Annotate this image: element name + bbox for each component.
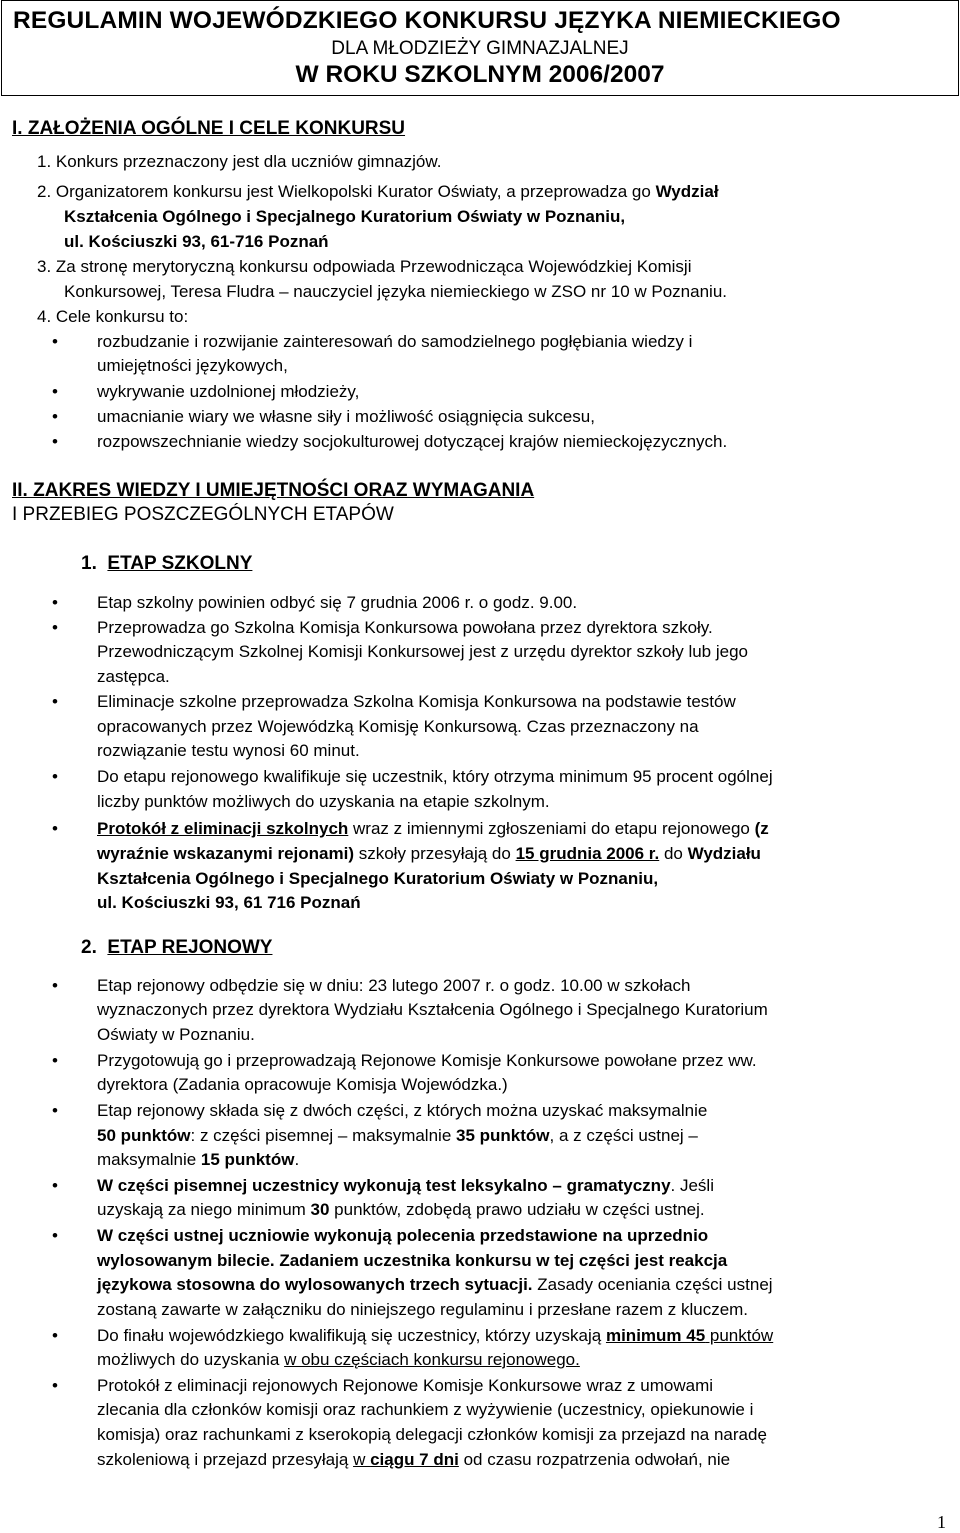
stage-1-heading: 1. ETAP SZKOLNY: [81, 553, 253, 574]
stage-1-bullet-3-line-3: rozwiązanie testu wynosi 60 minut.: [97, 741, 360, 760]
stage-2-bullet-4: W części pisemnej uczestnicy wykonują test leksykalno – gramatyczny. Jeśli: [97, 1176, 714, 1195]
stage-2-bullet-5-line-2: wylosowanym bilecie. Zadaniem uczestnika konkursu w tej części jest reakcja: [97, 1251, 728, 1270]
stage-2-bullet-3-line-2: 50 punktów: z części pisemnej – maksymalnie 35 punktów, a z części ustnej –: [97, 1126, 698, 1145]
stage-1-bullet-4-line-2: liczby punktów możliwych do uzyskania na etapie szkolnym.: [97, 792, 550, 811]
stage-2-bullet-1-line-3: Oświaty w Poznaniu.: [97, 1025, 255, 1044]
section-1-item-4: 4. Cele konkursu to:: [37, 307, 189, 326]
goal-1-line-2: umiejętności językowych,: [97, 356, 288, 375]
title-line-1: REGULAMIN WOJEWÓDZKIEGO KONKURSU JĘZYKA NIEMIECKIEGO: [13, 7, 841, 34]
section-1-item-3: 3. Za stronę merytoryczną konkursu odpowiada Przewodnicząca Wojewódzkiej Komisji: [37, 257, 692, 276]
bullet-icon: •: [52, 1326, 58, 1345]
stage-1-bullet-5-line-2: wyraźnie wskazanymi rejonami) szkoły przesyłają do 15 grudnia 2006 r. do Wydziału: [97, 844, 761, 863]
stage-1-bullet-5-line-3: Kształcenia Ogólnego i Specjalnego Kuratorium Oświaty w Poznaniu,: [97, 869, 659, 888]
title-line-3: W ROKU SZKOLNYM 2006/2007: [295, 61, 665, 88]
section-2-subheading: I PRZEBIEG POSZCZEGÓLNYCH ETAPÓW: [12, 504, 394, 525]
bullet-icon: •: [52, 618, 58, 637]
stage-2-bullet-6: Do finału wojewódzkiego kwalifikują się uczestnicy, którzy uzyskają minimum 45 punktów: [97, 1326, 774, 1345]
stage-1-bullet-4: Do etapu rejonowego kwalifikuje się uczestnik, który otrzyma minimum 95 procent ogólnej: [97, 767, 773, 786]
bullet-icon: •: [52, 1051, 58, 1070]
stage-2-bullet-7-line-3: komisja) oraz rachunkami z kserokopią delegacji członków komisji za przejazd na naradę: [97, 1425, 767, 1444]
stage-2-bullet-7-line-2: zlecania dla członków komisji oraz rachunkiem z wyżywienie (uczestnicy, opiekunowie i: [97, 1400, 754, 1419]
stage-2-bullet-5-line-4: zostaną zawarte w załączniku do niniejszego regulaminu i przesłane razem z kluczem.: [97, 1300, 749, 1319]
bullet-icon: •: [52, 382, 58, 401]
bullet-icon: •: [52, 1176, 58, 1195]
stage-1-bullet-2-line-3: zastępca.: [97, 667, 170, 686]
section-1-item-2-line-2: Kształcenia Ogólnego i Specjalnego Kuratorium Oświaty w Poznaniu,: [64, 207, 626, 226]
stage-2-bullet-5-line-3: językowa stosowna do wylosowanych trzech sytuacji. Zasady oceniania części ustnej: [97, 1275, 773, 1294]
goal-3: umacnianie wiary we własne siły i możliwość osiągnięcia sukcesu,: [97, 407, 595, 426]
stage-1-bullet-2: Przeprowadza go Szkolna Komisja Konkursowa powołana przez dyrektora szkoły.: [97, 618, 713, 637]
stage-2-bullet-1: Etap rejonowy odbędzie się w dniu: 23 lutego 2007 r. o godz. 10.00 w szkołach: [97, 976, 691, 995]
stage-2-bullet-2: Przygotowują go i przeprowadzają Rejonowe Komisje Konkursowe powołane przez ww.: [97, 1051, 757, 1070]
stage-2-heading: 2. ETAP REJONOWY: [81, 937, 273, 958]
stage-2-bullet-6-line-2: możliwych do uzyskania w obu częściach konkursu rejonowego.: [97, 1350, 580, 1369]
section-1-heading: I. ZAŁOŻENIA OGÓLNE I CELE KONKURSU: [12, 118, 406, 139]
stage-2-bullet-2-line-2: dyrektora (Zadania opracowuje Komisja Wojewódzka.): [97, 1075, 508, 1094]
section-1-item-1: 1. Konkurs przeznaczony jest dla uczniów gimnazjów.: [37, 152, 442, 171]
stage-2-bullet-7-line-4: szkoleniową i przejazd przesyłają w ciągu 7 dni od czasu rozpatrzenia odwołań, nie: [97, 1450, 731, 1469]
stage-2-bullet-1-line-2: wyznaczonych przez dyrektora Wydziału Kształcenia Ogólnego i Specjalnego Kuratorium: [97, 1000, 768, 1019]
title-line-2: DLA MŁODZIEŻY GIMNAZJALNEJ: [331, 38, 629, 59]
bullet-icon: •: [52, 1376, 58, 1395]
bullet-icon: •: [52, 593, 58, 612]
goal-2: wykrywanie uzdolnionej młodzieży,: [97, 382, 360, 401]
stage-2-bullet-5: W części ustnej uczniowie wykonują polecenia przedstawione na uprzednio: [97, 1226, 709, 1245]
stage-1-bullet-5: Protokół z eliminacji szkolnych wraz z imiennymi zgłoszeniami do etapu rejonowego (z: [97, 819, 769, 838]
stage-2-bullet-4-line-2: uzyskają za niego minimum 30 punktów, zdobędą prawo udziału w części ustnej.: [97, 1200, 705, 1219]
title-box: [1, 0, 959, 96]
bullet-icon: •: [52, 1101, 58, 1120]
goal-4: rozpowszechnianie wiedzy socjokulturowej dotyczącej krajów niemieckojęzycznych.: [97, 432, 728, 451]
page-number: 1: [937, 1512, 946, 1532]
bullet-icon: •: [52, 976, 58, 995]
stage-1-bullet-5-line-4: ul. Kościuszki 93, 61 716 Poznań: [97, 893, 361, 912]
stage-2-bullet-3-line-3: maksymalnie 15 punktów.: [97, 1150, 300, 1169]
bullet-icon: •: [52, 432, 58, 451]
stage-1-bullet-1: Etap szkolny powinien odbyć się 7 grudnia 2006 r. o godz. 9.00.: [97, 593, 578, 612]
stage-2-bullet-3: Etap rejonowy składa się z dwóch części, z których można uzyskać maksymalnie: [97, 1101, 708, 1120]
bullet-icon: •: [52, 767, 58, 786]
bullet-icon: •: [52, 819, 58, 838]
stage-2-bullet-7: Protokół z eliminacji rejonowych Rejonowe Komisje Konkursowe wraz z umowami: [97, 1376, 714, 1395]
section-2-heading: II. ZAKRES WIEDZY I UMIEJĘTNOŚCI ORAZ WYMAGANIA: [12, 480, 535, 501]
bullet-icon: •: [52, 692, 58, 711]
stage-1-bullet-3-line-2: opracowanych przez Wojewódzką Komisję Konkursową. Czas przeznaczony na: [97, 717, 699, 736]
section-1-item-2-line-3: ul. Kościuszki 93, 61-716 Poznań: [64, 232, 329, 251]
bullet-icon: •: [52, 332, 58, 351]
stage-1-bullet-3: Eliminacje szkolne przeprowadza Szkolna Komisja Konkursowa na podstawie testów: [97, 692, 736, 711]
bullet-icon: •: [52, 407, 58, 426]
bullet-icon: •: [52, 1226, 58, 1245]
goal-1: rozbudzanie i rozwijanie zainteresowań do samodzielnego pogłębiania wiedzy i: [97, 332, 693, 351]
section-1-item-3-line-2: Konkursowej, Teresa Fludra – nauczyciel języka niemieckiego w ZSO nr 10 w Poznaniu.: [64, 282, 727, 301]
section-1-item-2: 2. Organizatorem konkursu jest Wielkopolski Kurator Oświaty, a przeprowadza go Wydział: [37, 182, 719, 201]
stage-1-bullet-2-line-2: Przewodniczącym Szkolnej Komisji Konkursowej jest z urzędu dyrektor szkoły lub jego: [97, 642, 748, 661]
